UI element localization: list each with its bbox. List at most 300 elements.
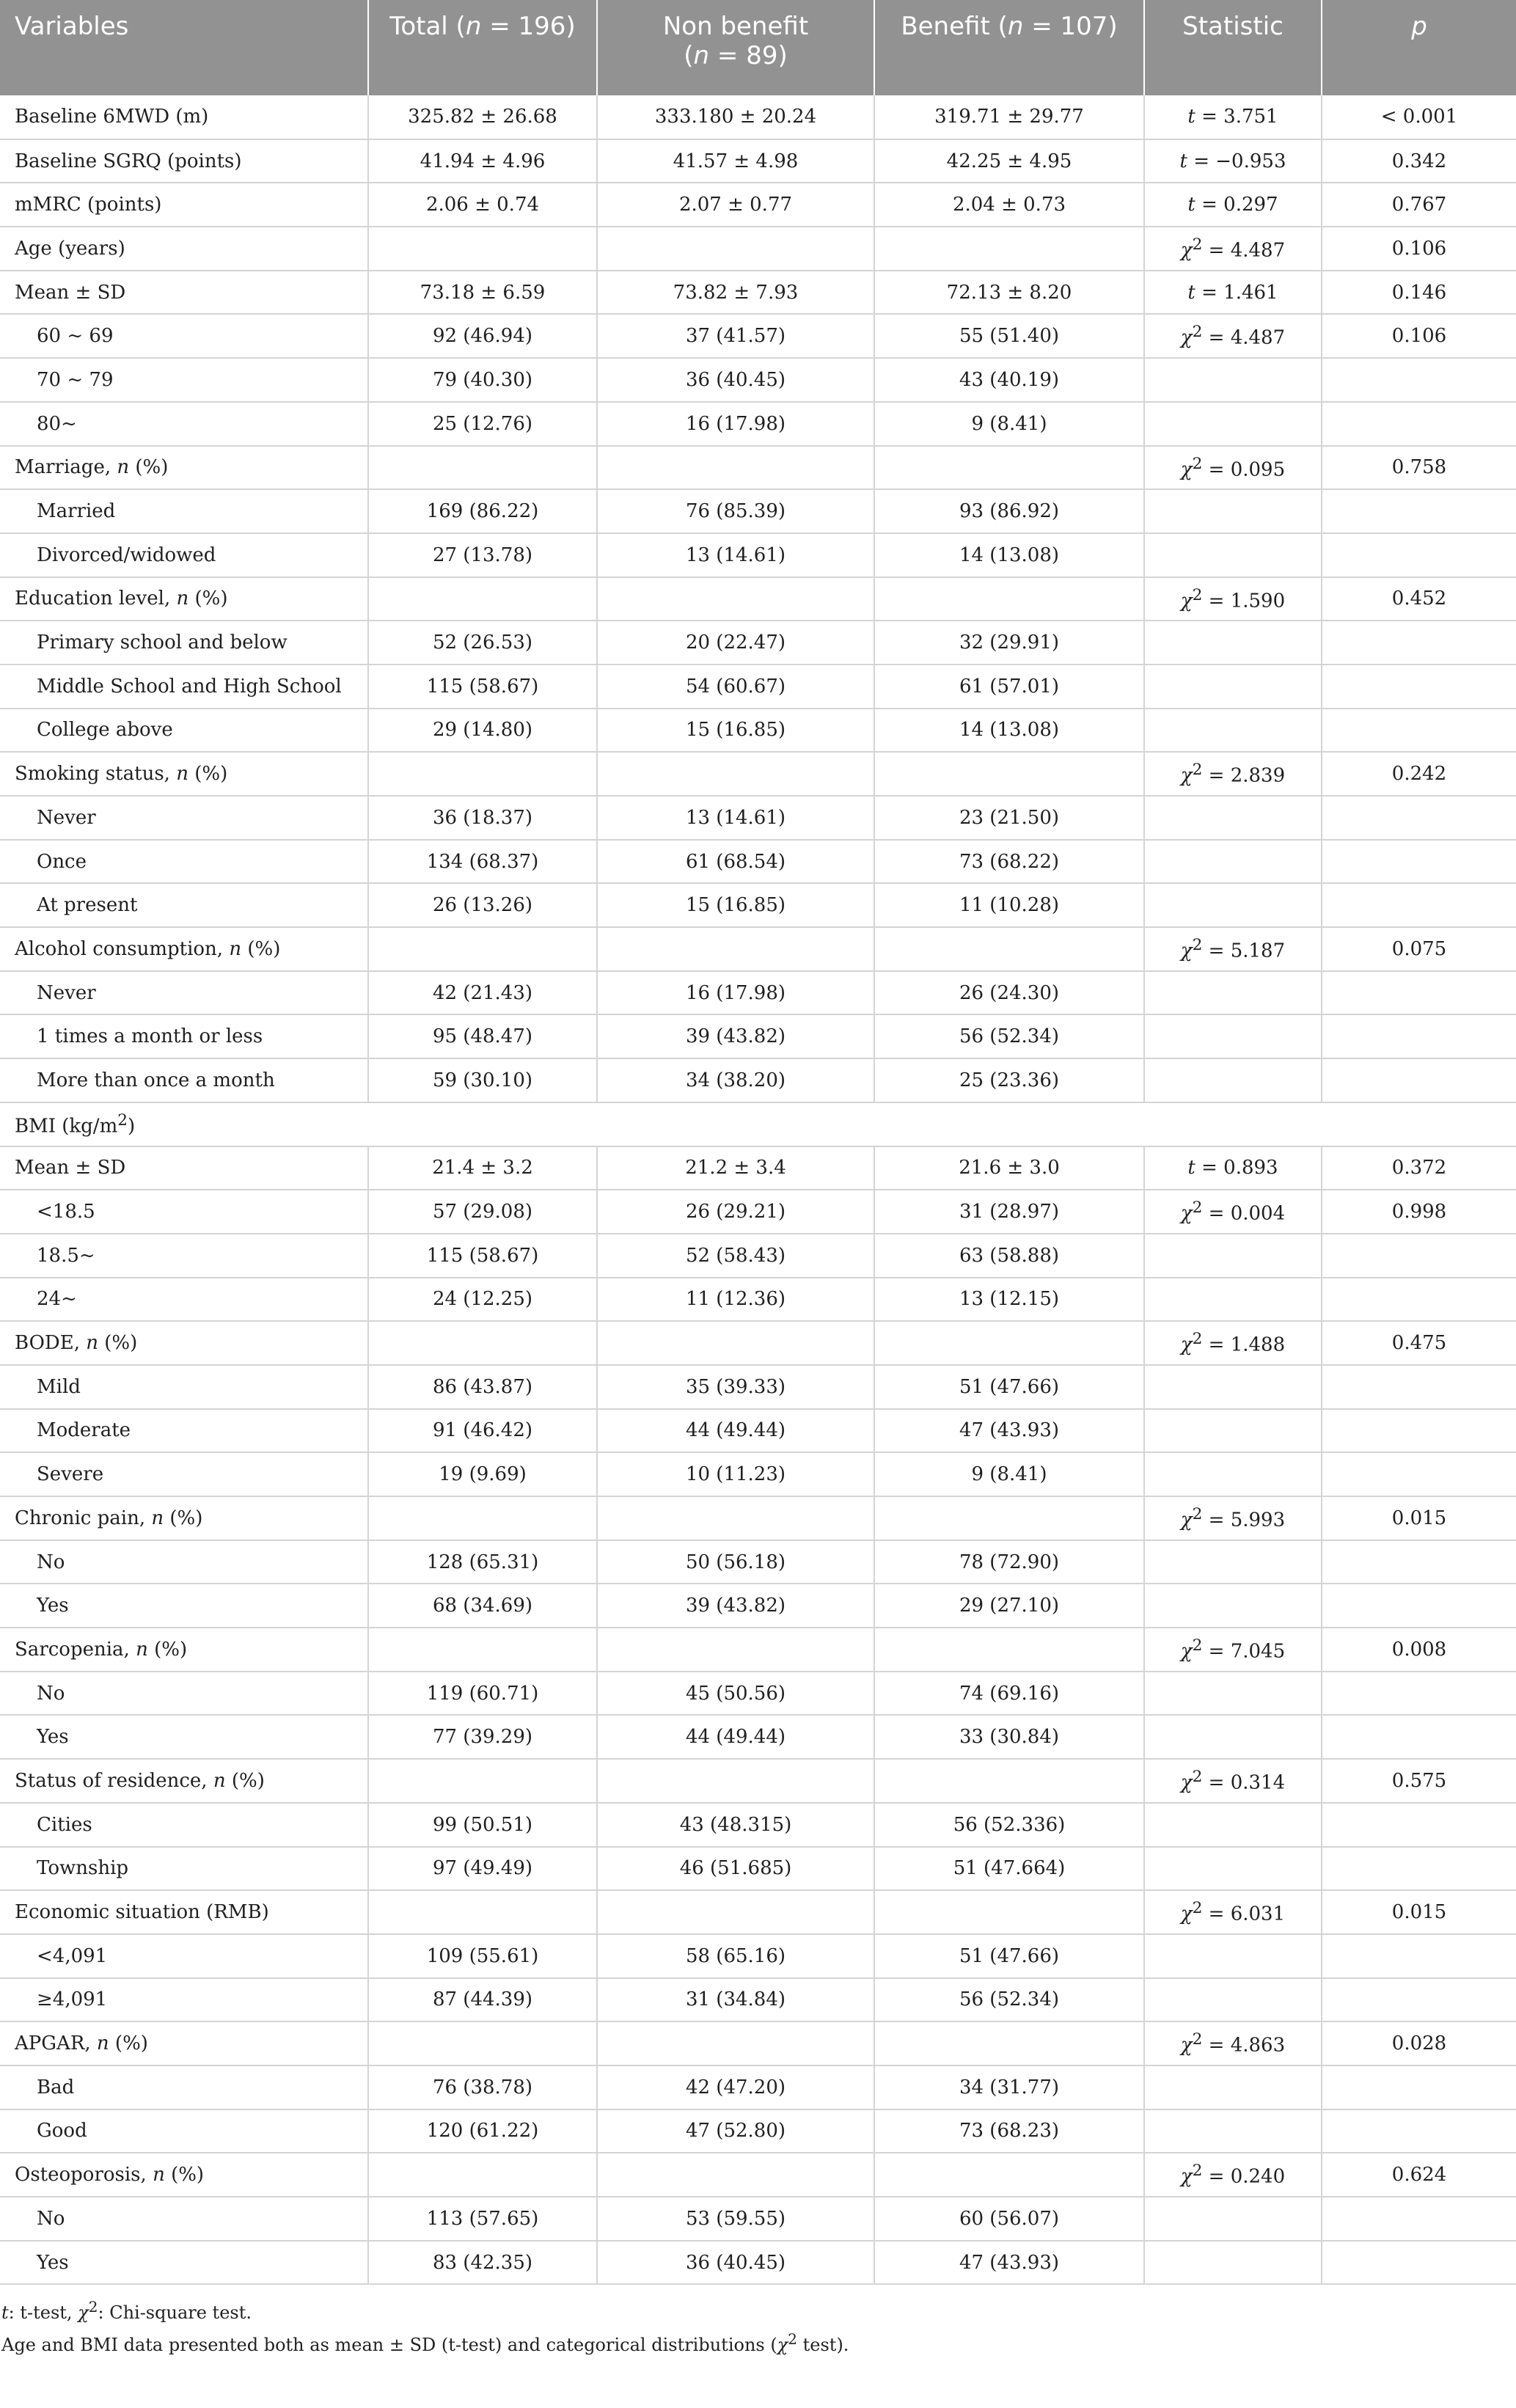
cell-statistic — [1144, 402, 1322, 446]
cell-p — [1322, 1540, 1516, 1584]
table-row — [0, 2197, 1516, 2241]
cell-benefit: 26 (24.30) — [874, 971, 1144, 1015]
table-row — [0, 796, 1516, 840]
cell-total: 87 (44.39) — [368, 1978, 597, 2022]
header-non-benefit: Non benefit (n = 89) — [597, 0, 874, 95]
cell-statistic — [1144, 796, 1322, 840]
cell-p — [1322, 1847, 1516, 1891]
row-label: No — [0, 2197, 368, 2241]
cell-p: 0.758 — [1322, 446, 1516, 490]
table-row — [0, 883, 1516, 927]
table-row — [0, 183, 1516, 227]
cell-total: 27 (13.78) — [368, 533, 597, 577]
cell-total: 325.82 ± 26.68 — [368, 95, 597, 139]
cell-p — [1322, 2065, 1516, 2109]
cell-statistic: $\chi^2 = 2.839$ — [1144, 752, 1322, 796]
cell-statistic: $\chi^2 = 1.488$ — [1144, 1321, 1322, 1365]
cell-statistic — [1144, 1672, 1322, 1716]
cell-benefit — [874, 2153, 1144, 2197]
cell-total: 128 (65.31) — [368, 1540, 597, 1584]
cell-total: 79 (40.30) — [368, 358, 597, 402]
table-row — [0, 752, 1516, 796]
cell-non-benefit — [597, 927, 874, 971]
cell-benefit: 47 (43.93) — [874, 1409, 1144, 1453]
table-row — [0, 1365, 1516, 1409]
cell-benefit: 11 (10.28) — [874, 883, 1144, 927]
cell-statistic: $\chi^2 = 5.187$ — [1144, 927, 1322, 971]
cell-statistic: $\chi^2 = 4.487$ — [1144, 227, 1322, 271]
table-row — [0, 1715, 1516, 1759]
cell-total — [368, 927, 597, 971]
table-row — [0, 840, 1516, 884]
cell-statistic: $\chi^2 = 4.487$ — [1144, 314, 1322, 358]
cell-benefit — [874, 927, 1144, 971]
cell-p: 0.146 — [1322, 271, 1516, 315]
cell-p: < 0.001 — [1322, 95, 1516, 139]
cell-non-benefit: 37 (41.57) — [597, 314, 874, 358]
table-body — [0, 95, 1516, 2284]
row-label: 80~ — [0, 402, 368, 446]
row-label: Middle School and High School — [0, 665, 368, 709]
row-label: No — [0, 1540, 368, 1584]
cell-non-benefit — [597, 227, 874, 271]
table-row — [0, 1934, 1516, 1978]
table-row — [0, 446, 1516, 490]
cell-non-benefit: 58 (65.16) — [597, 1934, 874, 1978]
table-row — [0, 1847, 1516, 1891]
cell-statistic — [1144, 1278, 1322, 1322]
cell-benefit: 23 (21.50) — [874, 796, 1144, 840]
cell-total — [368, 1628, 597, 1672]
note-line: Age and BMI data presented both as mean ± SD (t-test) and categorical distributions ($\chi^2$ test). — [1, 2330, 849, 2356]
cell-p — [1322, 1058, 1516, 1102]
cell-p: 0.342 — [1322, 139, 1516, 183]
row-label: 18.5~ — [0, 1234, 368, 1278]
cell-total: 59 (30.10) — [368, 1058, 597, 1102]
cell-benefit: 29 (27.10) — [874, 1584, 1144, 1628]
cell-statistic: t = 3.751 — [1144, 95, 1322, 139]
cell-statistic: $\chi^2 = 0.240$ — [1144, 2153, 1322, 2197]
table-row — [0, 1496, 1516, 1540]
table-row — [0, 1890, 1516, 1934]
cell-non-benefit: 73.82 ± 7.93 — [597, 271, 874, 315]
cell-p — [1322, 621, 1516, 665]
cell-p: 0.106 — [1322, 314, 1516, 358]
cell-non-benefit — [597, 752, 874, 796]
cell-p: 0.008 — [1322, 1628, 1516, 1672]
cell-benefit: 56 (52.34) — [874, 1014, 1144, 1058]
cell-p: 0.372 — [1322, 1146, 1516, 1190]
table-row — [0, 2241, 1516, 2285]
cell-p — [1322, 533, 1516, 577]
row-label: Township — [0, 1847, 368, 1891]
cell-non-benefit: 39 (43.82) — [597, 1014, 874, 1058]
cell-non-benefit: 44 (49.44) — [597, 1409, 874, 1453]
cell-benefit — [874, 227, 1144, 271]
row-label: Alcohol consumption, n (%) — [0, 927, 368, 971]
cell-benefit — [874, 2021, 1144, 2065]
cell-p — [1322, 840, 1516, 884]
cell-p — [1322, 1978, 1516, 2022]
row-label: <18.5 — [0, 1190, 368, 1234]
table-row — [0, 1409, 1516, 1453]
cell-non-benefit: 11 (12.36) — [597, 1278, 874, 1322]
row-label: Osteoporosis, n (%) — [0, 2153, 368, 2197]
header-p: p — [1322, 0, 1516, 95]
cell-non-benefit — [597, 2021, 874, 2065]
row-label: BODE, n (%) — [0, 1321, 368, 1365]
cell-non-benefit: 44 (49.44) — [597, 1715, 874, 1759]
cell-p — [1322, 1584, 1516, 1628]
header-benefit: Benefit (n = 107) — [874, 0, 1144, 95]
cell-statistic — [1144, 1409, 1322, 1453]
cell-non-benefit: 36 (40.45) — [597, 2241, 874, 2285]
cell-benefit: 21.6 ± 3.0 — [874, 1146, 1144, 1190]
cell-statistic: $\chi^2 = 0.004$ — [1144, 1190, 1322, 1234]
cell-statistic — [1144, 2241, 1322, 2285]
cell-benefit: 63 (58.88) — [874, 1234, 1144, 1278]
cell-p — [1322, 2197, 1516, 2241]
cell-p — [1322, 665, 1516, 709]
cell-non-benefit — [597, 1890, 874, 1934]
cell-non-benefit: 34 (38.20) — [597, 1058, 874, 1102]
cell-non-benefit: 53 (59.55) — [597, 2197, 874, 2241]
table-row — [0, 402, 1516, 446]
cell-total: 73.18 ± 6.59 — [368, 271, 597, 315]
cell-benefit: 72.13 ± 8.20 — [874, 271, 1144, 315]
cell-statistic — [1144, 883, 1322, 927]
row-label: Economic situation (RMB) — [0, 1890, 368, 1934]
cell-benefit: 14 (13.08) — [874, 533, 1144, 577]
table-row — [0, 2109, 1516, 2153]
cell-statistic — [1144, 1234, 1322, 1278]
cell-total: 97 (49.49) — [368, 1847, 597, 1891]
cell-p: 0.624 — [1322, 2153, 1516, 2197]
cell-p: 0.015 — [1322, 1496, 1516, 1540]
cell-total: 83 (42.35) — [368, 2241, 597, 2285]
row-label: mMRC (points) — [0, 183, 368, 227]
cell-non-benefit: 42 (47.20) — [597, 2065, 874, 2109]
cell-benefit: 51 (47.664) — [874, 1847, 1144, 1891]
row-label: Never — [0, 971, 368, 1015]
cell-benefit: 42.25 ± 4.95 — [874, 139, 1144, 183]
row-label: Education level, n (%) — [0, 577, 368, 621]
cell-total: 119 (60.71) — [368, 1672, 597, 1716]
cell-total: 134 (68.37) — [368, 840, 597, 884]
cell-total — [368, 1321, 597, 1365]
row-label: Moderate — [0, 1409, 368, 1453]
cell-statistic: $\chi^2 = 4.863$ — [1144, 2021, 1322, 2065]
row-label: College above — [0, 709, 368, 753]
cell-p: 0.452 — [1322, 577, 1516, 621]
cell-statistic — [1144, 1715, 1322, 1759]
row-label: More than once a month — [0, 1058, 368, 1102]
cell-statistic — [1144, 2197, 1322, 2241]
cell-p — [1322, 883, 1516, 927]
cell-statistic: $\chi^2 = 7.045$ — [1144, 1628, 1322, 1672]
cell-non-benefit: 16 (17.98) — [597, 971, 874, 1015]
cell-statistic — [1144, 665, 1322, 709]
cell-benefit: 319.71 ± 29.77 — [874, 95, 1144, 139]
cell-p: 0.475 — [1322, 1321, 1516, 1365]
table-row — [0, 1146, 1516, 1190]
cell-benefit: 55 (51.40) — [874, 314, 1144, 358]
cell-total — [368, 1759, 597, 1803]
cell-statistic — [1144, 709, 1322, 753]
cell-non-benefit: 10 (11.23) — [597, 1452, 874, 1496]
cell-total: 77 (39.29) — [368, 1715, 597, 1759]
cell-total: 29 (14.80) — [368, 709, 597, 753]
cell-benefit: 56 (52.336) — [874, 1803, 1144, 1847]
cell-statistic — [1144, 2109, 1322, 2153]
cell-statistic — [1144, 1540, 1322, 1584]
cell-benefit: 78 (72.90) — [874, 1540, 1144, 1584]
cell-total: 99 (50.51) — [368, 1803, 597, 1847]
table-row — [0, 314, 1516, 358]
cell-benefit: 31 (28.97) — [874, 1190, 1144, 1234]
row-label: Severe — [0, 1452, 368, 1496]
cell-total: 169 (86.22) — [368, 489, 597, 533]
cell-total — [368, 752, 597, 796]
cell-non-benefit — [597, 1496, 874, 1540]
cell-statistic — [1144, 2065, 1322, 2109]
cell-p — [1322, 1934, 1516, 1978]
cell-p: 0.767 — [1322, 183, 1516, 227]
table-row — [0, 1803, 1516, 1847]
cell-benefit: 32 (29.91) — [874, 621, 1144, 665]
cell-benefit: 33 (30.84) — [874, 1715, 1144, 1759]
cell-statistic — [1144, 621, 1322, 665]
cell-benefit — [874, 1321, 1144, 1365]
cell-non-benefit: 36 (40.45) — [597, 358, 874, 402]
cell-benefit: 61 (57.01) — [874, 665, 1144, 709]
table-row — [0, 1278, 1516, 1322]
cell-total — [368, 2021, 597, 2065]
table-row — [0, 227, 1516, 271]
row-label: No — [0, 1672, 368, 1716]
cell-benefit — [874, 1759, 1144, 1803]
cell-statistic: $\chi^2 = 6.031$ — [1144, 1890, 1322, 1934]
cell-non-benefit — [597, 446, 874, 490]
table-row — [0, 577, 1516, 621]
cell-statistic — [1144, 1803, 1322, 1847]
cell-total — [368, 227, 597, 271]
cell-total: 76 (38.78) — [368, 2065, 597, 2109]
table-row — [0, 95, 1516, 139]
row-label: Age (years) — [0, 227, 368, 271]
table-row — [0, 489, 1516, 533]
table-row — [0, 1759, 1516, 1803]
row-label: Status of residence, n (%) — [0, 1759, 368, 1803]
cell-total: 115 (58.67) — [368, 1234, 597, 1278]
cell-statistic: $\chi^2 = 1.590$ — [1144, 577, 1322, 621]
cell-total — [368, 446, 597, 490]
row-label: Yes — [0, 2241, 368, 2285]
cell-total — [368, 1890, 597, 1934]
cell-statistic: $\chi^2 = 5.993$ — [1144, 1496, 1322, 1540]
cell-benefit: 9 (8.41) — [874, 1452, 1144, 1496]
cell-total: 92 (46.94) — [368, 314, 597, 358]
cell-total — [368, 2153, 597, 2197]
cell-total — [368, 1496, 597, 1540]
cell-statistic — [1144, 1584, 1322, 1628]
cell-benefit: 25 (23.36) — [874, 1058, 1144, 1102]
cell-p — [1322, 709, 1516, 753]
row-label: Mild — [0, 1365, 368, 1409]
cell-total: 42 (21.43) — [368, 971, 597, 1015]
cell-statistic: t = 0.893 — [1144, 1146, 1322, 1190]
cell-p — [1322, 1715, 1516, 1759]
cell-benefit: 47 (43.93) — [874, 2241, 1144, 2285]
row-label: 60 ~ 69 — [0, 314, 368, 358]
cell-benefit — [874, 577, 1144, 621]
cell-p — [1322, 1278, 1516, 1322]
cell-non-benefit: 76 (85.39) — [597, 489, 874, 533]
cell-statistic: t = 0.297 — [1144, 183, 1322, 227]
table-row — [0, 271, 1516, 315]
cell-total: 26 (13.26) — [368, 883, 597, 927]
row-label: Sarcopenia, n (%) — [0, 1628, 368, 1672]
cell-total: 113 (57.65) — [368, 2197, 597, 2241]
cell-non-benefit: 2.07 ± 0.77 — [597, 183, 874, 227]
cell-total: 36 (18.37) — [368, 796, 597, 840]
cell-non-benefit: 26 (29.21) — [597, 1190, 874, 1234]
table-notes — [0, 2285, 1516, 2358]
row-label: Baseline SGRQ (points) — [0, 139, 368, 183]
cell-benefit: 43 (40.19) — [874, 358, 1144, 402]
table-row — [0, 1014, 1516, 1058]
row-label: Smoking status, n (%) — [0, 752, 368, 796]
row-label: Yes — [0, 1584, 368, 1628]
cell-statistic — [1144, 533, 1322, 577]
cell-benefit: 2.04 ± 0.73 — [874, 183, 1144, 227]
table-row — [0, 1321, 1516, 1365]
cell-non-benefit: 46 (51.685) — [597, 1847, 874, 1891]
cell-p — [1322, 1409, 1516, 1453]
cell-non-benefit: 45 (50.56) — [597, 1672, 874, 1716]
row-label: Mean ± SD — [0, 1146, 368, 1190]
cell-statistic — [1144, 1978, 1322, 2022]
cell-non-benefit: 15 (16.85) — [597, 883, 874, 927]
cell-non-benefit: 20 (22.47) — [597, 621, 874, 665]
table-row — [0, 1190, 1516, 1234]
table-row — [0, 1672, 1516, 1716]
cell-p: 0.575 — [1322, 1759, 1516, 1803]
cell-non-benefit — [597, 577, 874, 621]
header-statistic: Statistic — [1144, 0, 1322, 95]
cell-statistic: t = 1.461 — [1144, 271, 1322, 315]
cell-p: 0.028 — [1322, 2021, 1516, 2065]
cell-total: 19 (9.69) — [368, 1452, 597, 1496]
cell-total: 95 (48.47) — [368, 1014, 597, 1058]
cell-p — [1322, 1365, 1516, 1409]
cell-total: 25 (12.76) — [368, 402, 597, 446]
cell-p: 0.015 — [1322, 1890, 1516, 1934]
cell-total: 41.94 ± 4.96 — [368, 139, 597, 183]
header-variables: Variables — [0, 0, 368, 95]
table-row — [0, 709, 1516, 753]
cell-benefit — [874, 1496, 1144, 1540]
cell-total: 109 (55.61) — [368, 1934, 597, 1978]
cell-p: 0.998 — [1322, 1190, 1516, 1234]
cell-benefit: 14 (13.08) — [874, 709, 1144, 753]
cell-p — [1322, 971, 1516, 1015]
cell-benefit: 73 (68.23) — [874, 2109, 1144, 2153]
table-row — [0, 2065, 1516, 2109]
cell-statistic: $\chi^2 = 0.095$ — [1144, 446, 1322, 490]
cell-non-benefit — [597, 2153, 874, 2197]
row-label: Chronic pain, n (%) — [0, 1496, 368, 1540]
table-row — [0, 1234, 1516, 1278]
cell-non-benefit: 61 (68.54) — [597, 840, 874, 884]
cell-non-benefit: 13 (14.61) — [597, 533, 874, 577]
cell-benefit: 56 (52.34) — [874, 1978, 1144, 2022]
cell-non-benefit: 13 (14.61) — [597, 796, 874, 840]
note-line: t: t-test, $\chi^2$: Chi-square test. — [1, 2298, 252, 2324]
row-label: Marriage, n (%) — [0, 446, 368, 490]
cell-statistic — [1144, 1934, 1322, 1978]
row-label: 24~ — [0, 1278, 368, 1322]
cell-statistic — [1144, 358, 1322, 402]
cell-total — [368, 577, 597, 621]
cell-statistic — [1144, 489, 1322, 533]
row-label: Mean ± SD — [0, 271, 368, 315]
row-label: APGAR, n (%) — [0, 2021, 368, 2065]
cell-non-benefit — [597, 1759, 874, 1803]
cell-non-benefit: 41.57 ± 4.98 — [597, 139, 874, 183]
table-row — [0, 927, 1516, 971]
row-label: <4,091 — [0, 1934, 368, 1978]
cell-statistic: t = −0.953 — [1144, 139, 1322, 183]
cell-non-benefit: 21.2 ± 3.4 — [597, 1146, 874, 1190]
row-label: Yes — [0, 1715, 368, 1759]
cell-statistic — [1144, 1847, 1322, 1891]
table-row — [0, 1452, 1516, 1496]
cell-benefit: 73 (68.22) — [874, 840, 1144, 884]
cell-p — [1322, 2241, 1516, 2285]
row-label: Good — [0, 2109, 368, 2153]
cell-benefit — [874, 752, 1144, 796]
cell-total: 91 (46.42) — [368, 1409, 597, 1453]
cell-non-benefit: 39 (43.82) — [597, 1584, 874, 1628]
cell-statistic — [1144, 971, 1322, 1015]
cell-benefit: 74 (69.16) — [874, 1672, 1144, 1716]
table-row — [0, 1628, 1516, 1672]
cell-p — [1322, 358, 1516, 402]
cell-total: 52 (26.53) — [368, 621, 597, 665]
header-row — [0, 0, 1516, 95]
cell-total: 2.06 ± 0.74 — [368, 183, 597, 227]
cell-total: 120 (61.22) — [368, 2109, 597, 2153]
table-row — [0, 139, 1516, 183]
cell-non-benefit: 43 (48.315) — [597, 1803, 874, 1847]
cell-p — [1322, 1014, 1516, 1058]
table-row — [0, 971, 1516, 1015]
row-label: Baseline 6MWD (m) — [0, 95, 368, 139]
row-label: Divorced/widowed — [0, 533, 368, 577]
table-row — [0, 533, 1516, 577]
row-label: Cities — [0, 1803, 368, 1847]
cell-statistic — [1144, 840, 1322, 884]
cell-p — [1322, 402, 1516, 446]
cell-p: 0.075 — [1322, 927, 1516, 971]
table-row — [0, 665, 1516, 709]
table-row — [0, 2021, 1516, 2065]
cell-p — [1322, 796, 1516, 840]
cell-benefit: 51 (47.66) — [874, 1365, 1144, 1409]
cell-non-benefit: 31 (34.84) — [597, 1978, 874, 2022]
cell-benefit: 93 (86.92) — [874, 489, 1144, 533]
